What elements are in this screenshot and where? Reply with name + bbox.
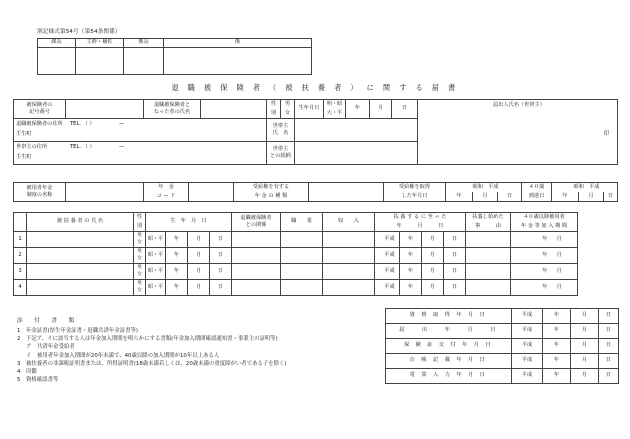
- field-age40-month[interactable]: 月: [579, 192, 604, 202]
- field-ledger-year[interactable]: 年: [543, 354, 571, 369]
- field-entitlement-type[interactable]: [309, 183, 384, 202]
- field-birth-year[interactable]: 年: [166, 264, 188, 280]
- header-pension-period-bottom: 年 金 等 加 入 期 間: [511, 222, 578, 232]
- field-submission-era[interactable]: 平成: [512, 324, 543, 339]
- office-use-table: [385, 308, 619, 384]
- field-relation-to-householder[interactable]: [295, 142, 418, 165]
- field-dependent-name[interactable]: [27, 248, 134, 264]
- field-relation[interactable]: [232, 280, 281, 296]
- header-became-dependent-bottom: 年 月 日: [375, 222, 466, 232]
- field-period-month[interactable]: 月: [551, 248, 578, 264]
- field-became-day[interactable]: 日: [444, 232, 466, 248]
- approval-field-kakaricho[interactable]: [124, 48, 164, 75]
- note-number: 1: [17, 328, 21, 335]
- field-birth-month[interactable]: 月: [188, 232, 210, 248]
- label-applicant-name: 届出人氏名（世帯主）: [493, 102, 545, 108]
- field-period-year[interactable]: 年: [511, 248, 551, 264]
- office-row-data-entry-date: [386, 369, 619, 384]
- field-relation[interactable]: [232, 248, 281, 264]
- office-row-card-issue-date: [386, 339, 619, 354]
- approval-header-row: [38, 39, 312, 48]
- field-became-month[interactable]: 月: [422, 264, 444, 280]
- field-submission-month[interactable]: 月: [571, 324, 599, 339]
- field-became-day[interactable]: 日: [444, 248, 466, 264]
- header-income: 収 入: [323, 213, 375, 232]
- field-acquired-year[interactable]: 年: [446, 192, 473, 202]
- field-income[interactable]: [323, 264, 375, 280]
- field-ledger-era[interactable]: 平成: [512, 354, 543, 369]
- label-retired-insured-address: 退職被保険者の住所: [16, 121, 63, 127]
- label-acquired-era: 昭和 平成: [446, 183, 522, 193]
- field-became-year[interactable]: 年: [400, 280, 422, 296]
- approval-col-kakaricho: 係長: [124, 39, 164, 48]
- field-data-entry-era[interactable]: 平成: [512, 369, 543, 384]
- note-sub-text: 被用者年金加入期間が20年未満で、40歳以降の加入期間が10年以上ある人: [37, 352, 220, 359]
- field-sex-select[interactable]: 男 女: [134, 248, 146, 264]
- field-reason[interactable]: [466, 264, 511, 280]
- field-birth-day[interactable]: 日: [392, 100, 418, 119]
- label-relation-to-householder: 世帯主 との続柄: [267, 142, 295, 165]
- approval-body-row: [38, 48, 312, 75]
- field-birth-era[interactable]: 昭・平: [146, 248, 166, 264]
- field-acquired-month[interactable]: 月: [473, 192, 498, 202]
- field-symbol-number[interactable]: [66, 100, 144, 119]
- field-dependent-name[interactable]: [27, 264, 134, 280]
- field-income[interactable]: [323, 248, 375, 264]
- label-data-entry-date: 電 算 入 力 年 月 日: [386, 369, 512, 384]
- dependents-header-row: [14, 213, 578, 223]
- field-ledger-month[interactable]: 月: [571, 354, 599, 369]
- field-occupation[interactable]: [281, 280, 323, 296]
- note-subitem: [26, 345, 287, 351]
- pension-table: [13, 182, 618, 202]
- field-became-day[interactable]: 日: [444, 264, 466, 280]
- seal-mark: 印: [603, 131, 609, 138]
- note-text: 年金証書(厚生年金証書・退職共済年金証書等): [26, 328, 139, 335]
- field-became-month[interactable]: 月: [422, 232, 444, 248]
- label-birth-date: 生年月日: [295, 100, 324, 119]
- field-sex-select[interactable]: 男 女: [134, 232, 146, 248]
- field-became-month[interactable]: 月: [422, 280, 444, 296]
- field-dependent-name[interactable]: [27, 280, 134, 296]
- field-relation[interactable]: [232, 232, 281, 248]
- label-qualification-acquired-date: 資 格 取 得 年 月 日: [386, 309, 512, 324]
- label-age40-bottom: 到達日: [522, 192, 552, 202]
- note-text: 下記ア、イに該当する人は年金加入期間を明らかにする書類(年金加入期間確認通知書・事業主の証明等): [26, 336, 278, 343]
- label-pension-code-top: 年 金: [144, 183, 189, 193]
- main-form-table: [13, 99, 618, 165]
- field-income[interactable]: [323, 280, 375, 296]
- note-sub-mark: ア: [26, 344, 32, 351]
- field-pension-system-name[interactable]: [66, 183, 144, 202]
- field-qualification-era[interactable]: 平成: [512, 309, 543, 324]
- table-row: [14, 264, 578, 280]
- row-number: 1: [14, 232, 27, 248]
- field-age40-day[interactable]: 日: [604, 192, 618, 202]
- field-became-era[interactable]: 平成: [375, 280, 400, 296]
- field-birth-day[interactable]: 日: [210, 280, 232, 296]
- header-sex-top: 性: [134, 213, 146, 223]
- field-became-era[interactable]: 平成: [375, 264, 400, 280]
- field-became-year[interactable]: 年: [400, 232, 422, 248]
- note-sub-text: 共済年金受給者: [37, 344, 75, 351]
- tel-dash-householder: —: [119, 144, 125, 150]
- field-age40-year[interactable]: 年: [552, 192, 579, 202]
- attachment-notes-title: 添 付 書 類: [17, 318, 78, 324]
- field-reason[interactable]: [466, 280, 511, 296]
- field-period-year[interactable]: 年: [511, 264, 551, 280]
- field-period-year[interactable]: 年: [511, 232, 551, 248]
- approval-field-shukan[interactable]: [76, 48, 124, 75]
- field-card-issue-month[interactable]: 月: [571, 339, 599, 354]
- label-tel-retired: TEL. （ ）: [70, 121, 95, 127]
- insured-row-1: [14, 100, 618, 110]
- field-became-era[interactable]: 平成: [375, 248, 400, 264]
- note-text: 印鑑: [26, 368, 37, 375]
- field-became-year[interactable]: 年: [400, 248, 422, 264]
- field-ledger-day[interactable]: 日: [599, 354, 619, 369]
- field-birth-month[interactable]: 月: [188, 280, 210, 296]
- row-number: 3: [14, 264, 27, 280]
- table-row: [14, 280, 578, 296]
- field-card-issue-day[interactable]: 日: [599, 339, 619, 354]
- field-pension-code[interactable]: [189, 183, 234, 202]
- pension-row-top: [14, 183, 618, 193]
- header-reason-bottom: 事 由: [466, 222, 511, 232]
- label-insurance-card-issue-date: 保 険 証 交 付 年 月 日: [386, 339, 512, 354]
- field-occupation[interactable]: [281, 248, 323, 264]
- field-income[interactable]: [323, 232, 375, 248]
- label-entitlement-type-bottom: 年 金 の 種 類: [234, 192, 309, 202]
- approval-col-kakari: 係: [164, 39, 312, 48]
- label-tel-householder: TEL. （ ）: [70, 144, 95, 150]
- table-row: [14, 248, 578, 264]
- field-qualification-day[interactable]: 日: [599, 309, 619, 324]
- field-occupation[interactable]: [281, 264, 323, 280]
- field-period-month[interactable]: 月: [551, 264, 578, 280]
- field-submission-year[interactable]: 年: [543, 324, 571, 339]
- town-householder: 壬生町: [16, 154, 32, 160]
- field-birth-year[interactable]: 年: [166, 248, 188, 264]
- field-period-month[interactable]: 月: [551, 232, 578, 248]
- field-birth-year[interactable]: 年: [346, 100, 370, 119]
- field-birth-year[interactable]: 年: [166, 280, 188, 296]
- office-row-ledger-date: [386, 354, 619, 369]
- field-birth-month[interactable]: 月: [188, 248, 210, 264]
- label-age40-era: 昭和 平成: [552, 183, 618, 193]
- label-era-bottom: 大・平: [324, 109, 346, 119]
- office-row-qualification-date: [386, 309, 619, 324]
- field-qualification-month[interactable]: 月: [571, 309, 599, 324]
- field-reason[interactable]: [466, 232, 511, 248]
- label-entitlement-type-top: 受給権を有する: [234, 183, 309, 193]
- note-number: 3: [17, 360, 21, 367]
- form-number: 別記様式第54号（第54条関係）: [37, 29, 121, 35]
- note-number: 2: [17, 336, 21, 343]
- row-number: 4: [14, 280, 27, 296]
- label-age40-top: ４０歳: [522, 183, 552, 193]
- label-retired-insured-name: 退職被保険者と なった者の氏名: [144, 100, 201, 119]
- attachment-notes: [17, 318, 287, 386]
- field-occupation[interactable]: [281, 232, 323, 248]
- note-item: [17, 337, 287, 343]
- approval-col-kacho: 課長: [38, 39, 76, 48]
- field-birth-day[interactable]: 日: [210, 264, 232, 280]
- field-reason[interactable]: [466, 248, 511, 264]
- note-text: 資格確認書等: [26, 376, 59, 383]
- field-card-issue-era[interactable]: 平成: [512, 339, 543, 354]
- note-sub-mark: イ: [26, 352, 32, 359]
- office-row-submission-date: [386, 324, 619, 339]
- note-number: 4: [17, 368, 21, 375]
- label-householder-address: 世帯主の住所: [16, 144, 48, 150]
- label-pension-system-name: 被用者年金 制度の名称: [14, 183, 66, 202]
- field-birth-month[interactable]: 月: [370, 100, 392, 119]
- page-title: 退 職 被 保 険 者 （ 被 扶 養 者 ） に 関 す る 届 書: [171, 83, 459, 92]
- note-item: [17, 370, 287, 376]
- field-retired-insured-name[interactable]: [201, 100, 267, 119]
- approval-col-shukan: 主幹・補佐: [76, 39, 124, 48]
- label-pension-code-bottom: コ ー ド: [144, 192, 189, 202]
- field-birth-era[interactable]: 昭・平: [146, 264, 166, 280]
- field-birth-month[interactable]: 月: [188, 264, 210, 280]
- header-dependent-name: 被 扶 養 者 の 氏 名: [27, 213, 134, 232]
- header-became-dependent-top: 扶 養 す る に 至 っ た: [375, 213, 466, 223]
- field-acquired-day[interactable]: 日: [498, 192, 522, 202]
- table-row: [14, 232, 578, 248]
- label-sex-top: 性: [267, 100, 281, 110]
- field-dependent-name[interactable]: [27, 232, 134, 248]
- field-became-month[interactable]: 月: [422, 248, 444, 264]
- dependents-table: [13, 212, 578, 296]
- label-symbol-number: 被保険者の 記号番号: [14, 100, 66, 119]
- field-data-entry-year[interactable]: 年: [543, 369, 571, 384]
- field-relation[interactable]: [232, 264, 281, 280]
- field-birth-era[interactable]: 昭・平: [146, 280, 166, 296]
- note-text: 被扶養者の非課税証明書または、所得証明書(18歳未満若しくは、20歳未満の重度障がい者である子を除く): [26, 360, 287, 367]
- field-became-day[interactable]: 日: [444, 280, 466, 296]
- field-period-year[interactable]: 年: [511, 280, 551, 296]
- field-sex-select[interactable]: 男 女: [134, 264, 146, 280]
- field-period-month[interactable]: 月: [551, 280, 578, 296]
- label-acquired-date-bottom: した年月日: [384, 192, 446, 202]
- header-pension-period-top: ４０歳以降被用者: [511, 213, 578, 223]
- field-householder-address[interactable]: [14, 142, 267, 165]
- header-birth-date: 生 年 月 日: [146, 213, 232, 232]
- note-item: [17, 329, 287, 335]
- field-birth-year[interactable]: 年: [166, 232, 188, 248]
- field-became-era[interactable]: 平成: [375, 232, 400, 248]
- label-ledger-entry-date: 台 帳 記 載 年 月 日: [386, 354, 512, 369]
- approval-field-kacho[interactable]: [38, 48, 76, 75]
- label-submission-date: 届 出 年 月 日: [386, 324, 512, 339]
- note-item: [17, 378, 287, 384]
- sex-option-male[interactable]: 男: [281, 100, 295, 110]
- applicant-name-cell[interactable]: [418, 100, 618, 165]
- header-occupation: 職 業: [281, 213, 323, 232]
- label-sex-bottom: 別: [267, 109, 281, 119]
- note-number: 5: [17, 376, 21, 383]
- approval-box: [37, 38, 312, 75]
- note-subitem: [26, 354, 287, 360]
- field-sex-select[interactable]: 男 女: [134, 280, 146, 296]
- field-retired-insured-address[interactable]: [14, 119, 267, 142]
- sex-option-female[interactable]: 女: [281, 109, 295, 119]
- field-submission-day[interactable]: 日: [599, 324, 619, 339]
- field-birth-era[interactable]: 昭・平: [146, 232, 166, 248]
- label-acquired-date-top: 受給権を取得: [384, 183, 446, 193]
- row-number: 2: [14, 248, 27, 264]
- note-item: [17, 362, 287, 368]
- label-era-top: 明・昭: [324, 100, 346, 110]
- header-sex-bottom: 別: [134, 222, 146, 232]
- field-householder-name[interactable]: [295, 119, 418, 142]
- field-birth-day[interactable]: 日: [210, 232, 232, 248]
- field-data-entry-month[interactable]: 月: [571, 369, 599, 384]
- header-row-number: [14, 213, 27, 232]
- label-householder-name: 世帯主 氏 名: [267, 119, 295, 142]
- header-reason-top: 扶養し始めた: [466, 213, 511, 223]
- field-data-entry-day[interactable]: 日: [599, 369, 619, 384]
- approval-field-kakari[interactable]: [164, 48, 312, 75]
- field-birth-day[interactable]: 日: [210, 248, 232, 264]
- field-became-year[interactable]: 年: [400, 264, 422, 280]
- town-retired: 壬生町: [16, 131, 32, 137]
- field-qualification-year[interactable]: 年: [543, 309, 571, 324]
- tel-dash-retired: —: [119, 121, 125, 127]
- header-relation: 退職被保険者 との関係: [232, 213, 281, 232]
- field-card-issue-year[interactable]: 年: [543, 339, 571, 354]
